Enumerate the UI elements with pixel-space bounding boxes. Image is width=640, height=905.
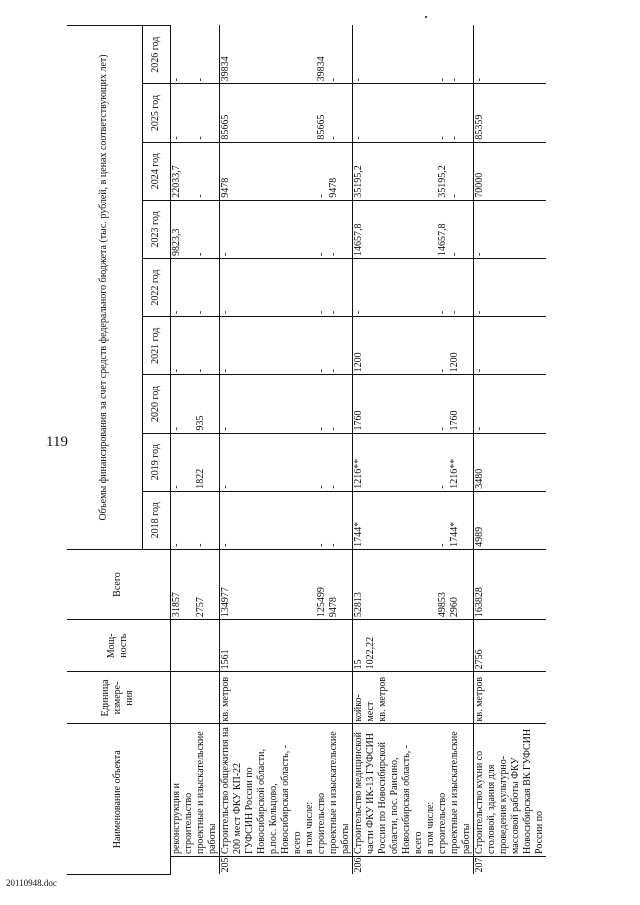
row-number: 206. xyxy=(352,855,364,873)
year-value xyxy=(425,375,437,433)
year-value: 14657,8 xyxy=(352,200,425,258)
year-value: - xyxy=(352,84,425,142)
year-value: - xyxy=(437,84,449,142)
row-number xyxy=(316,856,328,874)
year-value: 935 xyxy=(195,375,220,433)
table-row xyxy=(219,26,304,875)
table-row xyxy=(304,26,316,875)
year-value: - xyxy=(352,26,425,84)
table-row xyxy=(328,26,353,875)
unit-cell xyxy=(425,672,437,724)
capacity-cell xyxy=(316,620,328,672)
total-value: 49853 xyxy=(437,549,449,619)
unit: койко-мест xyxy=(352,694,376,722)
year-value: - xyxy=(328,317,353,375)
object-name: Строительство медицинской части ФКУ ИК-13 ГУФСИН России по Новосибирской области, пос. Раисино, Новосибирская область, - всего xyxy=(352,724,425,856)
capacity-cell xyxy=(195,620,220,672)
year-value xyxy=(425,433,437,491)
table-body xyxy=(170,26,546,875)
total-value xyxy=(425,549,437,619)
table-row xyxy=(170,26,195,875)
total-value: 31857 xyxy=(170,549,195,619)
year-value: - xyxy=(316,317,328,375)
table-row xyxy=(352,26,425,875)
year-value: - xyxy=(195,317,220,375)
row-number xyxy=(437,856,449,874)
year-value: - xyxy=(352,258,425,316)
capacity: 1561 xyxy=(219,649,231,670)
file-name-footer: 20110948.doc xyxy=(6,878,57,888)
year-value xyxy=(425,142,437,200)
total-value: 9478 xyxy=(328,549,353,619)
unit-cell xyxy=(352,672,425,724)
year-value: - xyxy=(316,433,328,491)
total-value: 52813 xyxy=(352,549,425,619)
year-value xyxy=(304,142,316,200)
year-value xyxy=(425,317,437,375)
year-value: - xyxy=(316,375,328,433)
year-value: 1760 xyxy=(352,375,425,433)
header-year: 2018 год xyxy=(142,491,170,549)
year-value xyxy=(304,26,316,84)
table-row xyxy=(316,26,328,875)
year-value: 35195,2 xyxy=(437,142,449,200)
year-value: 85665 xyxy=(316,84,328,142)
year-value: - xyxy=(437,258,449,316)
year-value: 39834 xyxy=(316,26,328,84)
header-financing: Объемы финансирования за счет средств федерального бюджета (тыс. рублей, в ценах соответствующих лет) xyxy=(67,26,142,550)
year-value: 85359 xyxy=(473,84,546,142)
year-value: - xyxy=(195,26,220,84)
year-value: - xyxy=(328,375,353,433)
year-value: - xyxy=(328,84,353,142)
table-row xyxy=(449,26,474,875)
object-name: Строительство кухни со столовой, здания для проведения культурно-массовой работы ФКУ Новосибирская ВК ГУФСИН России по xyxy=(473,724,546,856)
header-year: 2019 год xyxy=(142,433,170,491)
unit-cell xyxy=(304,672,316,724)
object-name: реконструкция и строительство xyxy=(170,724,195,856)
unit-cell xyxy=(328,672,353,724)
year-value: - xyxy=(219,433,304,491)
capacity-cell xyxy=(304,620,316,672)
header-total: Всего xyxy=(67,549,170,619)
table-row xyxy=(473,26,546,875)
unit-cell xyxy=(170,672,195,724)
year-value: - xyxy=(437,433,449,491)
year-value xyxy=(425,258,437,316)
year-value: - xyxy=(316,258,328,316)
year-value: - xyxy=(195,258,220,316)
row-number xyxy=(170,856,195,874)
rotated-table-container xyxy=(67,25,607,875)
year-value: - xyxy=(328,200,353,258)
row-number: 207. xyxy=(473,855,485,873)
year-value: - xyxy=(316,142,328,200)
year-value: 9823,3 xyxy=(170,200,195,258)
header-year: 2025 год xyxy=(142,84,170,142)
header-name: Наименование объекта xyxy=(67,724,170,875)
total-value: 2757 xyxy=(195,549,220,619)
year-value: - xyxy=(219,375,304,433)
total-value xyxy=(304,549,316,619)
unit-cell xyxy=(437,672,449,724)
table-row xyxy=(425,26,437,875)
year-value: 85665 xyxy=(219,84,304,142)
row-number: 205. xyxy=(219,855,231,873)
year-value xyxy=(304,200,316,258)
year-value xyxy=(304,317,316,375)
row-number xyxy=(328,856,353,874)
year-value: - xyxy=(449,26,474,84)
capacity-cell xyxy=(437,620,449,672)
scan-speck xyxy=(425,16,427,18)
header-year: 2026 год xyxy=(142,26,170,84)
year-value: - xyxy=(219,317,304,375)
year-value: 39834 xyxy=(219,26,304,84)
total-value: 125499 xyxy=(316,549,328,619)
year-value: - xyxy=(316,491,328,549)
year-value: - xyxy=(473,200,546,258)
year-value: - xyxy=(473,317,546,375)
year-value xyxy=(304,84,316,142)
header-unit: Единица измере-ния xyxy=(67,672,170,724)
year-value: 1744* xyxy=(352,491,425,549)
year-value: 3480 xyxy=(473,433,546,491)
year-value: 9478 xyxy=(219,142,304,200)
header-year: 2021 год xyxy=(142,317,170,375)
year-value: - xyxy=(449,258,474,316)
capacity-cell xyxy=(425,620,437,672)
row-number xyxy=(449,856,474,874)
header-year: 2020 год xyxy=(142,375,170,433)
row-number xyxy=(195,856,220,874)
capacity-cell xyxy=(170,620,195,672)
year-value: 1216** xyxy=(449,433,474,491)
year-value: 1200 xyxy=(352,317,425,375)
year-value: - xyxy=(449,142,474,200)
year-value: - xyxy=(437,317,449,375)
year-value xyxy=(304,375,316,433)
year-value xyxy=(304,491,316,549)
year-value: 9478 xyxy=(328,142,353,200)
financing-table xyxy=(67,25,546,875)
year-value: 1216** xyxy=(352,433,425,491)
header-capacity: Мощ-ность xyxy=(67,620,170,672)
unit-cell xyxy=(219,672,304,724)
year-value: 1822 xyxy=(195,433,220,491)
capacity-cell xyxy=(449,620,474,672)
year-value: - xyxy=(195,84,220,142)
year-value: 14657,8 xyxy=(437,200,449,258)
capacity-cell xyxy=(219,620,304,672)
year-value: - xyxy=(437,26,449,84)
year-value: - xyxy=(328,258,353,316)
capacity: 2756 xyxy=(473,649,485,670)
unit: кв. метров xyxy=(473,676,485,722)
row-number xyxy=(304,856,316,874)
capacity-cell xyxy=(473,620,546,672)
capacity-cell xyxy=(352,620,425,672)
year-value: 1760 xyxy=(449,375,474,433)
page-number: 119 xyxy=(46,434,68,450)
year-value: - xyxy=(449,200,474,258)
capacity-secondary: 1022,22 xyxy=(364,636,376,670)
header-year: 2023 год xyxy=(142,200,170,258)
year-value: - xyxy=(449,84,474,142)
year-value: - xyxy=(170,375,195,433)
table-header xyxy=(67,26,170,875)
year-value xyxy=(425,200,437,258)
year-value: - xyxy=(219,258,304,316)
year-value: - xyxy=(328,491,353,549)
total-value: 163828 xyxy=(473,549,546,619)
unit-cell xyxy=(195,672,220,724)
year-value: - xyxy=(473,258,546,316)
unit-cell xyxy=(473,672,546,724)
year-value: - xyxy=(437,491,449,549)
year-value: - xyxy=(170,258,195,316)
year-value: - xyxy=(473,375,546,433)
object-name: в том числе: xyxy=(304,724,316,856)
year-value: - xyxy=(195,491,220,549)
year-value: - xyxy=(170,317,195,375)
object-name: строительство xyxy=(316,724,328,856)
unit-secondary: кв. метров xyxy=(376,676,388,722)
year-value: - xyxy=(473,26,546,84)
total-value: 134977 xyxy=(219,549,304,619)
table-row xyxy=(195,26,220,875)
year-value: 70000 xyxy=(473,142,546,200)
unit: кв. метров xyxy=(219,676,231,722)
capacity: 15 xyxy=(352,659,364,670)
object-name: проектные и изыскательские работы xyxy=(449,724,474,856)
year-value: - xyxy=(170,26,195,84)
object-name: в том числе: xyxy=(425,724,437,856)
year-value: - xyxy=(437,375,449,433)
year-value: - xyxy=(316,200,328,258)
year-value xyxy=(425,491,437,549)
year-value xyxy=(425,26,437,84)
year-value xyxy=(304,258,316,316)
year-value xyxy=(425,84,437,142)
table-row xyxy=(437,26,449,875)
year-value: 4989 xyxy=(473,491,546,549)
header-year: 2024 год xyxy=(142,142,170,200)
year-value: - xyxy=(219,491,304,549)
unit-cell xyxy=(449,672,474,724)
year-value xyxy=(304,433,316,491)
year-value: - xyxy=(195,142,220,200)
year-value: 22033,7 xyxy=(170,142,195,200)
object-name: Строительство общежития на 200 мест ФКУ КП-22 ГУФСИН России по Новосибирской области, р.пос. Кольцово, Новосибирская область, - всего xyxy=(219,724,304,856)
year-value: - xyxy=(170,491,195,549)
year-value: 35195,2 xyxy=(352,142,425,200)
year-value: - xyxy=(219,200,304,258)
year-value: 1744* xyxy=(449,491,474,549)
object-name: строительство xyxy=(437,724,449,856)
unit-cell xyxy=(316,672,328,724)
year-value: 1200 xyxy=(449,317,474,375)
object-name: проектные и изыскательские работы xyxy=(195,724,220,856)
year-value: - xyxy=(328,433,353,491)
header-year: 2022 год xyxy=(142,258,170,316)
capacity-cell xyxy=(328,620,353,672)
year-value: - xyxy=(195,200,220,258)
total-value: 2960 xyxy=(449,549,474,619)
year-value: - xyxy=(170,84,195,142)
year-value: - xyxy=(328,26,353,84)
object-name: проектные и изыскательские работы xyxy=(328,724,353,856)
year-value: - xyxy=(170,433,195,491)
row-number xyxy=(425,856,437,874)
